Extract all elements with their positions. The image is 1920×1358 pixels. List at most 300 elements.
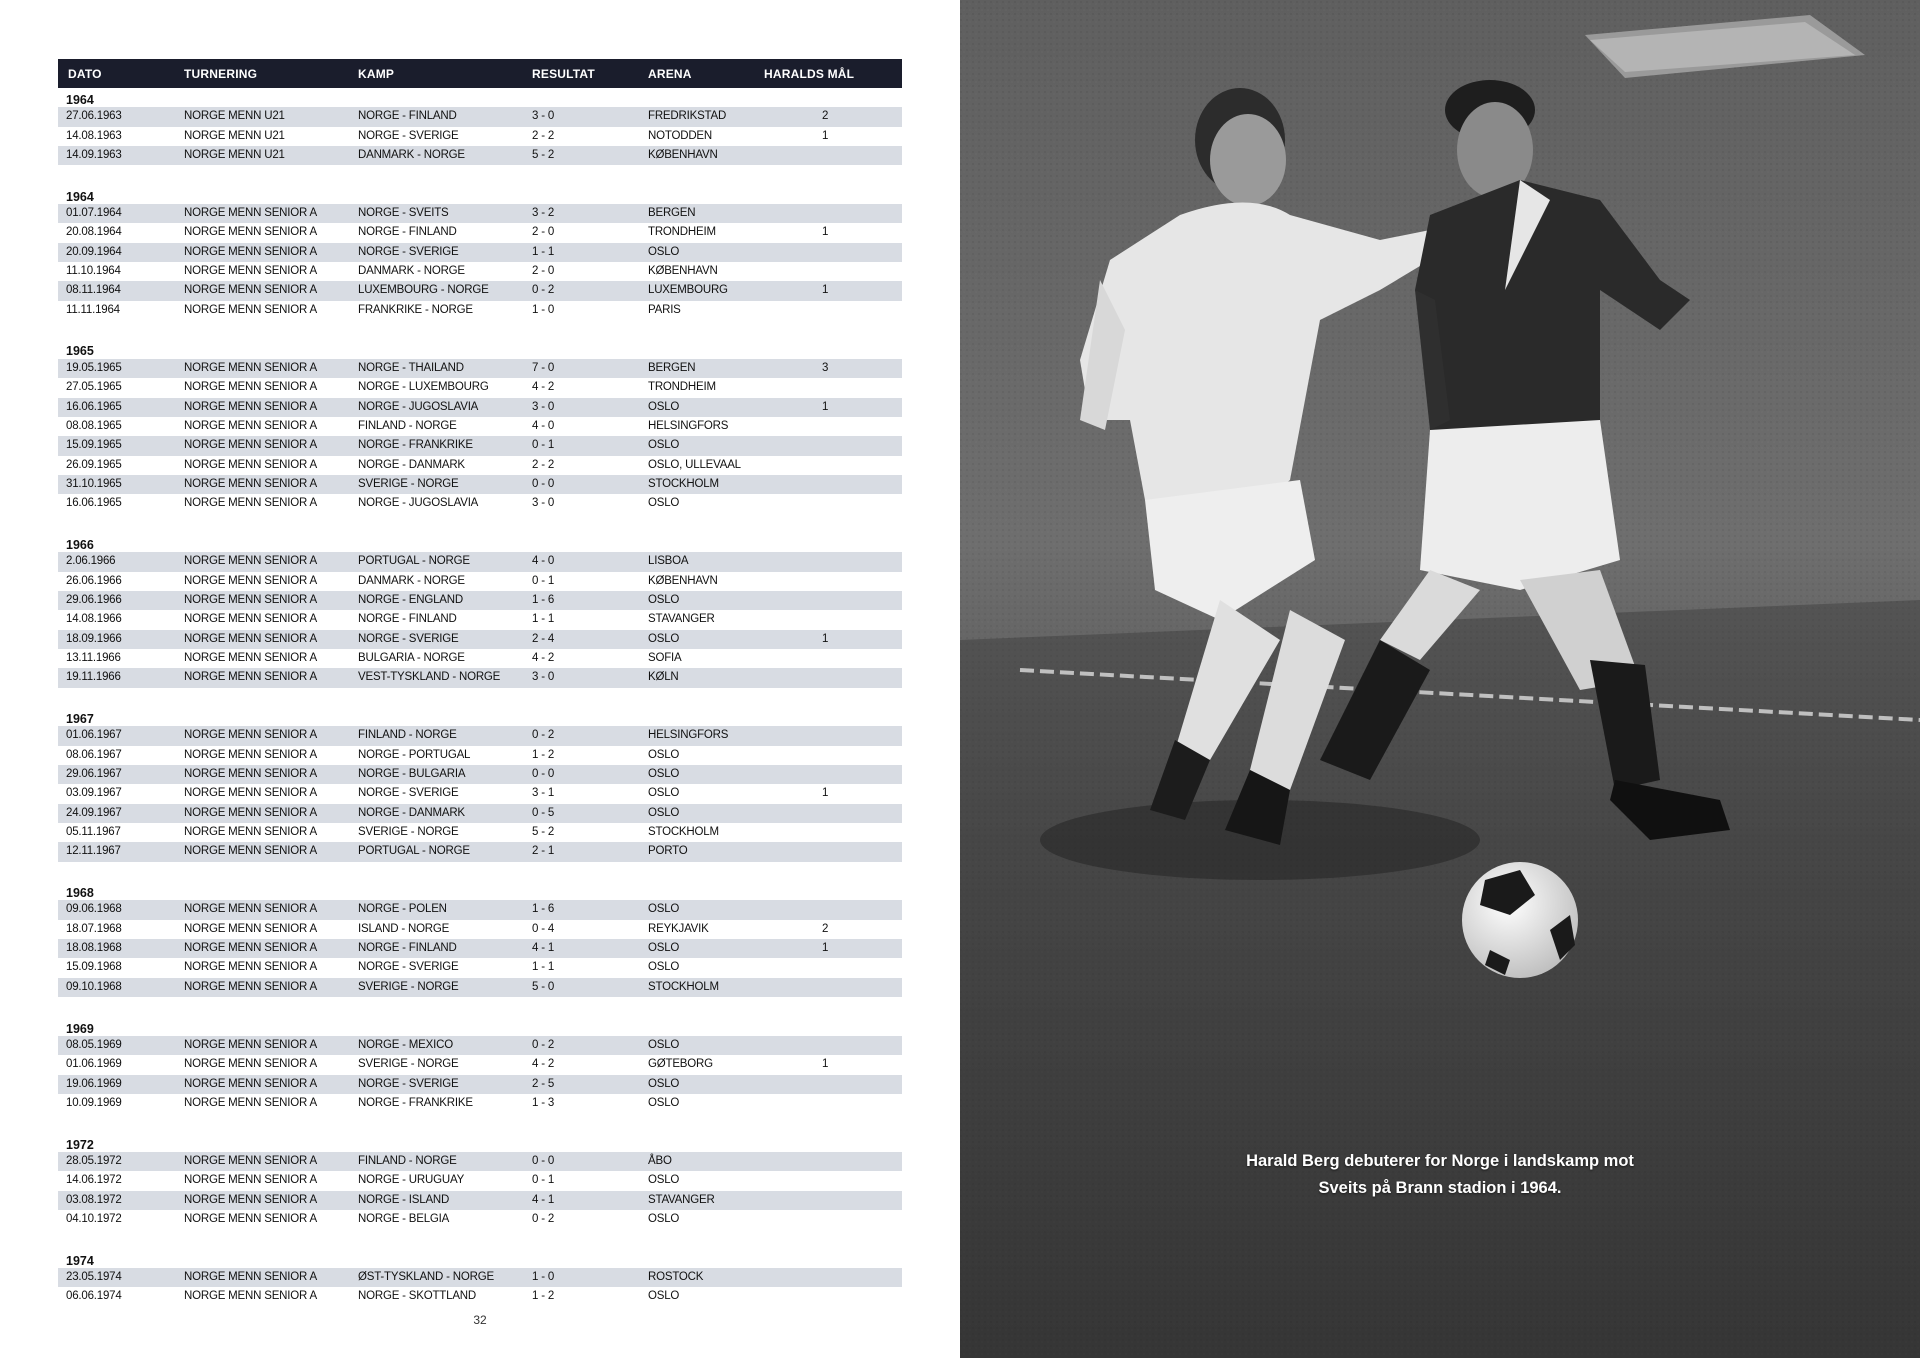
cell-dato: 09.10.1968	[66, 980, 122, 993]
cell-arena: OSLO	[648, 245, 680, 258]
cell-resultat: 0 - 0	[532, 1154, 555, 1167]
year-label: 1968	[66, 886, 94, 901]
table-row	[58, 1191, 902, 1210]
cell-arena: BERGEN	[648, 207, 696, 220]
cell-resultat: 5 - 2	[532, 149, 555, 162]
cell-resultat: 0 - 0	[532, 477, 555, 490]
cell-resultat: 4 - 0	[532, 555, 555, 568]
cell-dato: 16.06.1965	[66, 400, 122, 413]
cell-resultat: 0 - 2	[532, 1038, 555, 1051]
cell-dato: 19.06.1969	[66, 1077, 122, 1090]
cell-arena: OSLO	[648, 400, 680, 413]
cell-arena: KØBENHAVN	[648, 149, 718, 162]
table-row	[58, 475, 902, 494]
cell-haralds-mal: 1	[822, 129, 829, 142]
cell-dato: 26.09.1965	[66, 458, 122, 471]
cell-dato: 2.06.1966	[66, 555, 116, 568]
cell-dato: 18.09.1966	[66, 632, 122, 645]
cell-dato: 08.08.1965	[66, 419, 122, 432]
cell-turnering: NORGE MENN SENIOR A	[184, 845, 317, 858]
table-row	[58, 920, 902, 939]
table-header	[58, 59, 902, 88]
cell-turnering: NORGE MENN SENIOR A	[184, 1096, 317, 1109]
group-spacer	[58, 514, 902, 533]
cell-kamp: PORTUGAL - NORGE	[358, 555, 470, 568]
header-kamp: KAMP	[358, 67, 395, 81]
table-row	[58, 784, 902, 803]
group-spacer	[58, 165, 902, 184]
table-row	[58, 456, 902, 475]
cell-turnering: NORGE MENN SENIOR A	[184, 303, 317, 316]
table-row	[58, 223, 902, 242]
cell-arena: GØTEBORG	[648, 1058, 713, 1071]
cell-kamp: SVERIGE - NORGE	[358, 1058, 459, 1071]
table-row	[58, 378, 902, 397]
cell-resultat: 5 - 2	[532, 826, 555, 839]
year-heading	[58, 1133, 902, 1152]
table-row	[58, 900, 902, 919]
cell-turnering: NORGE MENN SENIOR A	[184, 903, 317, 916]
table-row	[58, 417, 902, 436]
cell-turnering: NORGE MENN SENIOR A	[184, 419, 317, 432]
cell-haralds-mal: 2	[822, 110, 829, 123]
cell-kamp: SVERIGE - NORGE	[358, 826, 459, 839]
cell-resultat: 0 - 0	[532, 768, 555, 781]
cell-haralds-mal: 1	[822, 226, 829, 239]
cell-arena: KØLN	[648, 671, 679, 684]
caption-line-1: Harald Berg debuterer for Norge i landskamp mot	[1246, 1152, 1634, 1170]
cell-kamp: NORGE - DANMARK	[358, 458, 465, 471]
cell-dato: 19.05.1965	[66, 361, 122, 374]
cell-resultat: 1 - 1	[532, 613, 555, 626]
year-heading	[58, 339, 902, 358]
cell-turnering: NORGE MENN SENIOR A	[184, 245, 317, 258]
cell-turnering: NORGE MENN SENIOR A	[184, 961, 317, 974]
cell-resultat: 2 - 0	[532, 226, 555, 239]
table-row	[58, 1268, 902, 1287]
cell-arena: BERGEN	[648, 361, 696, 374]
cell-arena: OSLO, ULLEVAAL	[648, 458, 741, 471]
cell-turnering: NORGE MENN SENIOR A	[184, 748, 317, 761]
table-body	[58, 88, 902, 1307]
cell-resultat: 3 - 0	[532, 497, 555, 510]
cell-resultat: 0 - 1	[532, 439, 555, 452]
cell-arena: REYKJAVIK	[648, 922, 709, 935]
football	[1462, 862, 1578, 978]
cell-dato: 14.08.1963	[66, 129, 122, 142]
table-row	[58, 552, 902, 571]
cell-resultat: 0 - 1	[532, 1174, 555, 1187]
cell-arena: TRONDHEIM	[648, 381, 716, 394]
cell-kamp: DANMARK - NORGE	[358, 265, 465, 278]
cell-turnering: NORGE MENN SENIOR A	[184, 1174, 317, 1187]
cell-arena: OSLO	[648, 806, 680, 819]
table-row	[58, 726, 902, 745]
cell-resultat: 1 - 6	[532, 903, 555, 916]
cell-arena: STOCKHOLM	[648, 980, 719, 993]
table-row	[58, 494, 902, 513]
cell-turnering: NORGE MENN SENIOR A	[184, 1290, 317, 1303]
cell-kamp: NORGE - JUGOSLAVIA	[358, 497, 479, 510]
cell-resultat: 7 - 0	[532, 361, 555, 374]
cell-kamp: NORGE - SVERIGE	[358, 129, 459, 142]
table-row	[58, 939, 902, 958]
cell-kamp: ISLAND - NORGE	[358, 922, 450, 935]
cell-arena: OSLO	[648, 632, 680, 645]
cell-resultat: 3 - 1	[532, 787, 555, 800]
cell-turnering: NORGE MENN SENIOR A	[184, 458, 317, 471]
table-row	[58, 301, 902, 320]
cell-resultat: 0 - 2	[532, 729, 555, 742]
cell-kamp: FRANKRIKE - NORGE	[358, 303, 473, 316]
cell-turnering: NORGE MENN SENIOR A	[184, 226, 317, 239]
cell-resultat: 1 - 1	[532, 961, 555, 974]
cell-arena: OSLO	[648, 1038, 680, 1051]
match-stats-table	[58, 59, 902, 1307]
cell-dato: 11.11.1964	[66, 303, 120, 316]
cell-arena: FREDRIKSTAD	[648, 110, 727, 123]
cell-kamp: BULGARIA - NORGE	[358, 651, 465, 664]
cell-resultat: 4 - 2	[532, 651, 555, 664]
cell-resultat: 0 - 1	[532, 574, 555, 587]
cell-kamp: NORGE - SVERIGE	[358, 632, 459, 645]
year-heading	[58, 707, 902, 726]
cell-kamp: FINLAND - NORGE	[358, 729, 457, 742]
cell-turnering: NORGE MENN SENIOR A	[184, 922, 317, 935]
table-row	[58, 1094, 902, 1113]
cell-kamp: NORGE - BELGIA	[358, 1212, 450, 1225]
year-label: 1969	[66, 1021, 94, 1036]
cell-turnering: NORGE MENN SENIOR A	[184, 574, 317, 587]
cell-dato: 28.05.1972	[66, 1154, 122, 1167]
cell-arena: KØBENHAVN	[648, 265, 718, 278]
table-row	[58, 1171, 902, 1190]
cell-kamp: NORGE - ENGLAND	[358, 593, 463, 606]
table-row	[58, 281, 902, 300]
cell-dato: 24.09.1967	[66, 806, 122, 819]
right-page	[960, 0, 1920, 1358]
cell-dato: 08.11.1964	[66, 284, 121, 297]
cell-resultat: 4 - 1	[532, 1193, 555, 1206]
cell-kamp: DANMARK - NORGE	[358, 149, 465, 162]
cell-kamp: NORGE - JUGOSLAVIA	[358, 400, 479, 413]
cell-arena: STOCKHOLM	[648, 826, 719, 839]
year-heading	[58, 88, 902, 107]
cell-arena: ROSTOCK	[648, 1270, 704, 1283]
cell-resultat: 4 - 1	[532, 942, 555, 955]
cell-dato: 14.09.1963	[66, 149, 122, 162]
cell-turnering: NORGE MENN SENIOR A	[184, 806, 317, 819]
cell-dato: 04.10.1972	[66, 1212, 122, 1225]
cell-kamp: DANMARK - NORGE	[358, 574, 465, 587]
cell-kamp: NORGE - FINLAND	[358, 226, 457, 239]
cell-arena: SOFIA	[648, 651, 682, 664]
table-row	[58, 572, 902, 591]
year-label: 1964	[66, 189, 94, 204]
table-row	[58, 262, 902, 281]
cell-dato: 29.06.1967	[66, 768, 122, 781]
table-row	[58, 1075, 902, 1094]
cell-resultat: 1 - 6	[532, 593, 555, 606]
cell-turnering: NORGE MENN SENIOR A	[184, 942, 317, 955]
cell-arena: LISBOA	[648, 555, 689, 568]
year-heading	[58, 881, 902, 900]
group-spacer	[58, 1229, 902, 1248]
cell-turnering: NORGE MENN SENIOR A	[184, 400, 317, 413]
group-spacer	[58, 1113, 902, 1132]
cell-resultat: 1 - 0	[532, 1270, 555, 1283]
cell-dato: 01.06.1969	[66, 1058, 122, 1071]
header-resultat: RESULTAT	[532, 67, 595, 81]
cell-kamp: NORGE - FINLAND	[358, 613, 457, 626]
cell-haralds-mal: 1	[822, 787, 829, 800]
cell-haralds-mal: 1	[822, 632, 829, 645]
cell-dato: 15.09.1968	[66, 961, 122, 974]
cell-resultat: 3 - 0	[532, 400, 555, 413]
cell-resultat: 1 - 1	[532, 245, 555, 258]
cell-dato: 03.08.1972	[66, 1193, 122, 1206]
cell-turnering: NORGE MENN SENIOR A	[184, 1193, 317, 1206]
cell-kamp: LUXEMBOURG - NORGE	[358, 284, 489, 297]
cell-kamp: NORGE - URUGUAY	[358, 1174, 465, 1187]
cell-turnering: NORGE MENN SENIOR A	[184, 787, 317, 800]
cell-dato: 19.11.1966	[66, 671, 121, 684]
table-row	[58, 436, 902, 455]
cell-kamp: NORGE - PORTUGAL	[358, 748, 471, 761]
cell-kamp: NORGE - FINLAND	[358, 942, 457, 955]
cell-dato: 27.06.1963	[66, 110, 122, 123]
cell-dato: 08.06.1967	[66, 748, 122, 761]
cell-resultat: 1 - 2	[532, 748, 555, 761]
cell-resultat: 2 - 2	[532, 129, 555, 142]
cell-dato: 14.08.1966	[66, 613, 122, 626]
table-row	[58, 978, 902, 997]
cell-arena: OSLO	[648, 942, 680, 955]
cell-dato: 18.07.1968	[66, 922, 122, 935]
header-haralds-mal: HARALDS MÅL	[764, 67, 855, 81]
cell-kamp: FINLAND - NORGE	[358, 419, 457, 432]
year-label: 1965	[66, 344, 94, 359]
cell-turnering: NORGE MENN SENIOR A	[184, 671, 317, 684]
cell-dato: 29.06.1966	[66, 593, 122, 606]
cell-resultat: 3 - 0	[532, 110, 555, 123]
cell-haralds-mal: 2	[822, 922, 829, 935]
cell-turnering: NORGE MENN SENIOR A	[184, 207, 317, 220]
cell-arena: OSLO	[648, 1096, 680, 1109]
cell-resultat: 3 - 2	[532, 207, 555, 220]
table-row	[58, 958, 902, 977]
cell-arena: OSLO	[648, 787, 680, 800]
table-row	[58, 1287, 902, 1306]
table-row	[58, 823, 902, 842]
cell-arena: KØBENHAVN	[648, 574, 718, 587]
table-row	[58, 804, 902, 823]
cell-arena: PORTO	[648, 845, 688, 858]
table-row	[58, 1152, 902, 1171]
cell-arena: TRONDHEIM	[648, 226, 716, 239]
cell-dato: 15.09.1965	[66, 439, 122, 452]
cell-kamp: NORGE - POLEN	[358, 903, 447, 916]
year-heading	[58, 533, 902, 552]
cell-resultat: 1 - 0	[532, 303, 555, 316]
cell-resultat: 5 - 0	[532, 980, 555, 993]
cell-kamp: ØST-TYSKLAND - NORGE	[358, 1270, 494, 1283]
page-number: 32	[473, 1313, 487, 1327]
cell-haralds-mal: 1	[822, 1058, 829, 1071]
table-row	[58, 591, 902, 610]
cell-turnering: NORGE MENN SENIOR A	[184, 1212, 317, 1225]
cell-turnering: NORGE MENN SENIOR A	[184, 1154, 317, 1167]
table-row	[58, 1055, 902, 1074]
cell-arena: STOCKHOLM	[648, 477, 719, 490]
table-row	[58, 668, 902, 687]
header-dato: DATO	[68, 67, 102, 81]
cell-resultat: 3 - 0	[532, 671, 555, 684]
cell-arena: OSLO	[648, 961, 680, 974]
cell-turnering: NORGE MENN SENIOR A	[184, 980, 317, 993]
cell-dato: 11.10.1964	[66, 265, 121, 278]
cell-resultat: 4 - 2	[532, 381, 555, 394]
cell-resultat: 1 - 3	[532, 1096, 555, 1109]
cell-turnering: NORGE MENN SENIOR A	[184, 439, 317, 452]
cell-kamp: NORGE - SVERIGE	[358, 787, 459, 800]
group-spacer	[58, 862, 902, 881]
cell-kamp: NORGE - FINLAND	[358, 110, 457, 123]
cell-resultat: 0 - 4	[532, 922, 555, 935]
cell-haralds-mal: 1	[822, 942, 829, 955]
year-label: 1966	[66, 537, 94, 552]
cell-dato: 08.05.1969	[66, 1038, 122, 1051]
cell-resultat: 4 - 0	[532, 419, 555, 432]
cell-arena: STAVANGER	[648, 613, 715, 626]
table-row	[58, 107, 902, 126]
cell-dato: 03.09.1967	[66, 787, 122, 800]
cell-turnering: NORGE MENN SENIOR A	[184, 1270, 317, 1283]
cell-arena: OSLO	[648, 748, 680, 761]
table-row	[58, 1036, 902, 1055]
caption-line-2: Sveits på Brann stadion i 1964.	[1318, 1179, 1562, 1197]
cell-dato: 12.11.1967	[66, 845, 121, 858]
cell-kamp: NORGE - SVERIGE	[358, 1077, 459, 1090]
cell-arena: OSLO	[648, 439, 680, 452]
group-spacer	[58, 997, 902, 1016]
cell-turnering: NORGE MENN SENIOR A	[184, 593, 317, 606]
cell-arena: OSLO	[648, 1290, 680, 1303]
cell-kamp: FINLAND - NORGE	[358, 1154, 457, 1167]
cell-arena: OSLO	[648, 1174, 680, 1187]
cell-turnering: NORGE MENN SENIOR A	[184, 1058, 317, 1071]
cell-resultat: 0 - 5	[532, 806, 555, 819]
cell-arena: OSLO	[648, 593, 680, 606]
cell-turnering: NORGE MENN SENIOR A	[184, 632, 317, 645]
cell-kamp: SVERIGE - NORGE	[358, 477, 459, 490]
cell-resultat: 2 - 4	[532, 632, 555, 645]
cell-turnering: NORGE MENN SENIOR A	[184, 381, 317, 394]
cell-turnering: NORGE MENN U21	[184, 110, 285, 123]
cell-dato: 18.08.1968	[66, 942, 122, 955]
cell-dato: 20.08.1964	[66, 226, 122, 239]
table-row	[58, 204, 902, 223]
cell-resultat: 4 - 2	[532, 1058, 555, 1071]
cell-kamp: NORGE - DANMARK	[358, 806, 465, 819]
cell-dato: 26.06.1966	[66, 574, 122, 587]
cell-dato: 10.09.1969	[66, 1096, 122, 1109]
cell-resultat: 0 - 2	[532, 1212, 555, 1225]
cell-turnering: NORGE MENN SENIOR A	[184, 613, 317, 626]
cell-dato: 13.11.1966	[66, 651, 121, 664]
year-label: 1964	[66, 93, 94, 107]
table-row	[58, 398, 902, 417]
cell-dato: 01.06.1967	[66, 729, 122, 742]
cell-haralds-mal: 3	[822, 361, 829, 374]
cell-turnering: NORGE MENN SENIOR A	[184, 497, 317, 510]
cell-arena: OSLO	[648, 768, 680, 781]
cell-arena: STAVANGER	[648, 1193, 715, 1206]
photo-caption	[1060, 1148, 1820, 1202]
cell-haralds-mal: 1	[822, 400, 829, 413]
year-label: 1967	[66, 712, 94, 726]
cell-dato: 09.06.1968	[66, 903, 122, 916]
cell-kamp: NORGE - ISLAND	[358, 1193, 450, 1206]
cell-turnering: NORGE MENN SENIOR A	[184, 477, 317, 490]
cell-turnering: NORGE MENN SENIOR A	[184, 651, 317, 664]
cell-kamp: NORGE - SVERIGE	[358, 245, 459, 258]
table-row	[58, 610, 902, 629]
cell-arena: HELSINGFORS	[648, 729, 729, 742]
cell-dato: 16.06.1965	[66, 497, 122, 510]
cell-turnering: NORGE MENN SENIOR A	[184, 729, 317, 742]
cell-turnering: NORGE MENN SENIOR A	[184, 265, 317, 278]
year-heading	[58, 1249, 902, 1268]
cell-kamp: NORGE - SKOTTLAND	[358, 1290, 477, 1303]
cell-turnering: NORGE MENN U21	[184, 129, 285, 142]
cell-kamp: PORTUGAL - NORGE	[358, 845, 470, 858]
cell-kamp: NORGE - BULGARIA	[358, 768, 466, 781]
table-row	[58, 243, 902, 262]
cell-arena: LUXEMBOURG	[648, 284, 728, 297]
cell-kamp: NORGE - FRANKRIKE	[358, 1096, 473, 1109]
cell-kamp: NORGE - THAILAND	[358, 361, 464, 374]
table-row	[58, 649, 902, 668]
group-spacer	[58, 320, 902, 339]
header-turnering: TURNERING	[184, 67, 258, 81]
year-heading	[58, 185, 902, 204]
cell-resultat: 2 - 1	[532, 845, 555, 858]
cell-arena: OSLO	[648, 497, 680, 510]
cell-dato: 01.07.1964	[66, 207, 122, 220]
cell-resultat: 1 - 2	[532, 1290, 555, 1303]
cell-dato: 06.06.1974	[66, 1290, 122, 1303]
cell-kamp: NORGE - FRANKRIKE	[358, 439, 473, 452]
cell-dato: 31.10.1965	[66, 477, 122, 490]
year-heading	[58, 1017, 902, 1036]
cell-dato: 05.11.1967	[66, 826, 121, 839]
cell-turnering: NORGE MENN SENIOR A	[184, 555, 317, 568]
cell-dato: 14.06.1972	[66, 1174, 122, 1187]
header-arena: ARENA	[648, 67, 692, 81]
cell-turnering: NORGE MENN SENIOR A	[184, 361, 317, 374]
cell-kamp: NORGE - MEXICO	[358, 1038, 453, 1051]
cell-resultat: 0 - 2	[532, 284, 555, 297]
cell-arena: HELSINGFORS	[648, 419, 729, 432]
cell-turnering: NORGE MENN U21	[184, 149, 285, 162]
cell-dato: 23.05.1974	[66, 1270, 122, 1283]
table-row	[58, 359, 902, 378]
cell-dato: 20.09.1964	[66, 245, 122, 258]
cell-arena: NOTODDEN	[648, 129, 712, 142]
cell-dato: 27.05.1965	[66, 381, 122, 394]
cell-arena: OSLO	[648, 903, 680, 916]
